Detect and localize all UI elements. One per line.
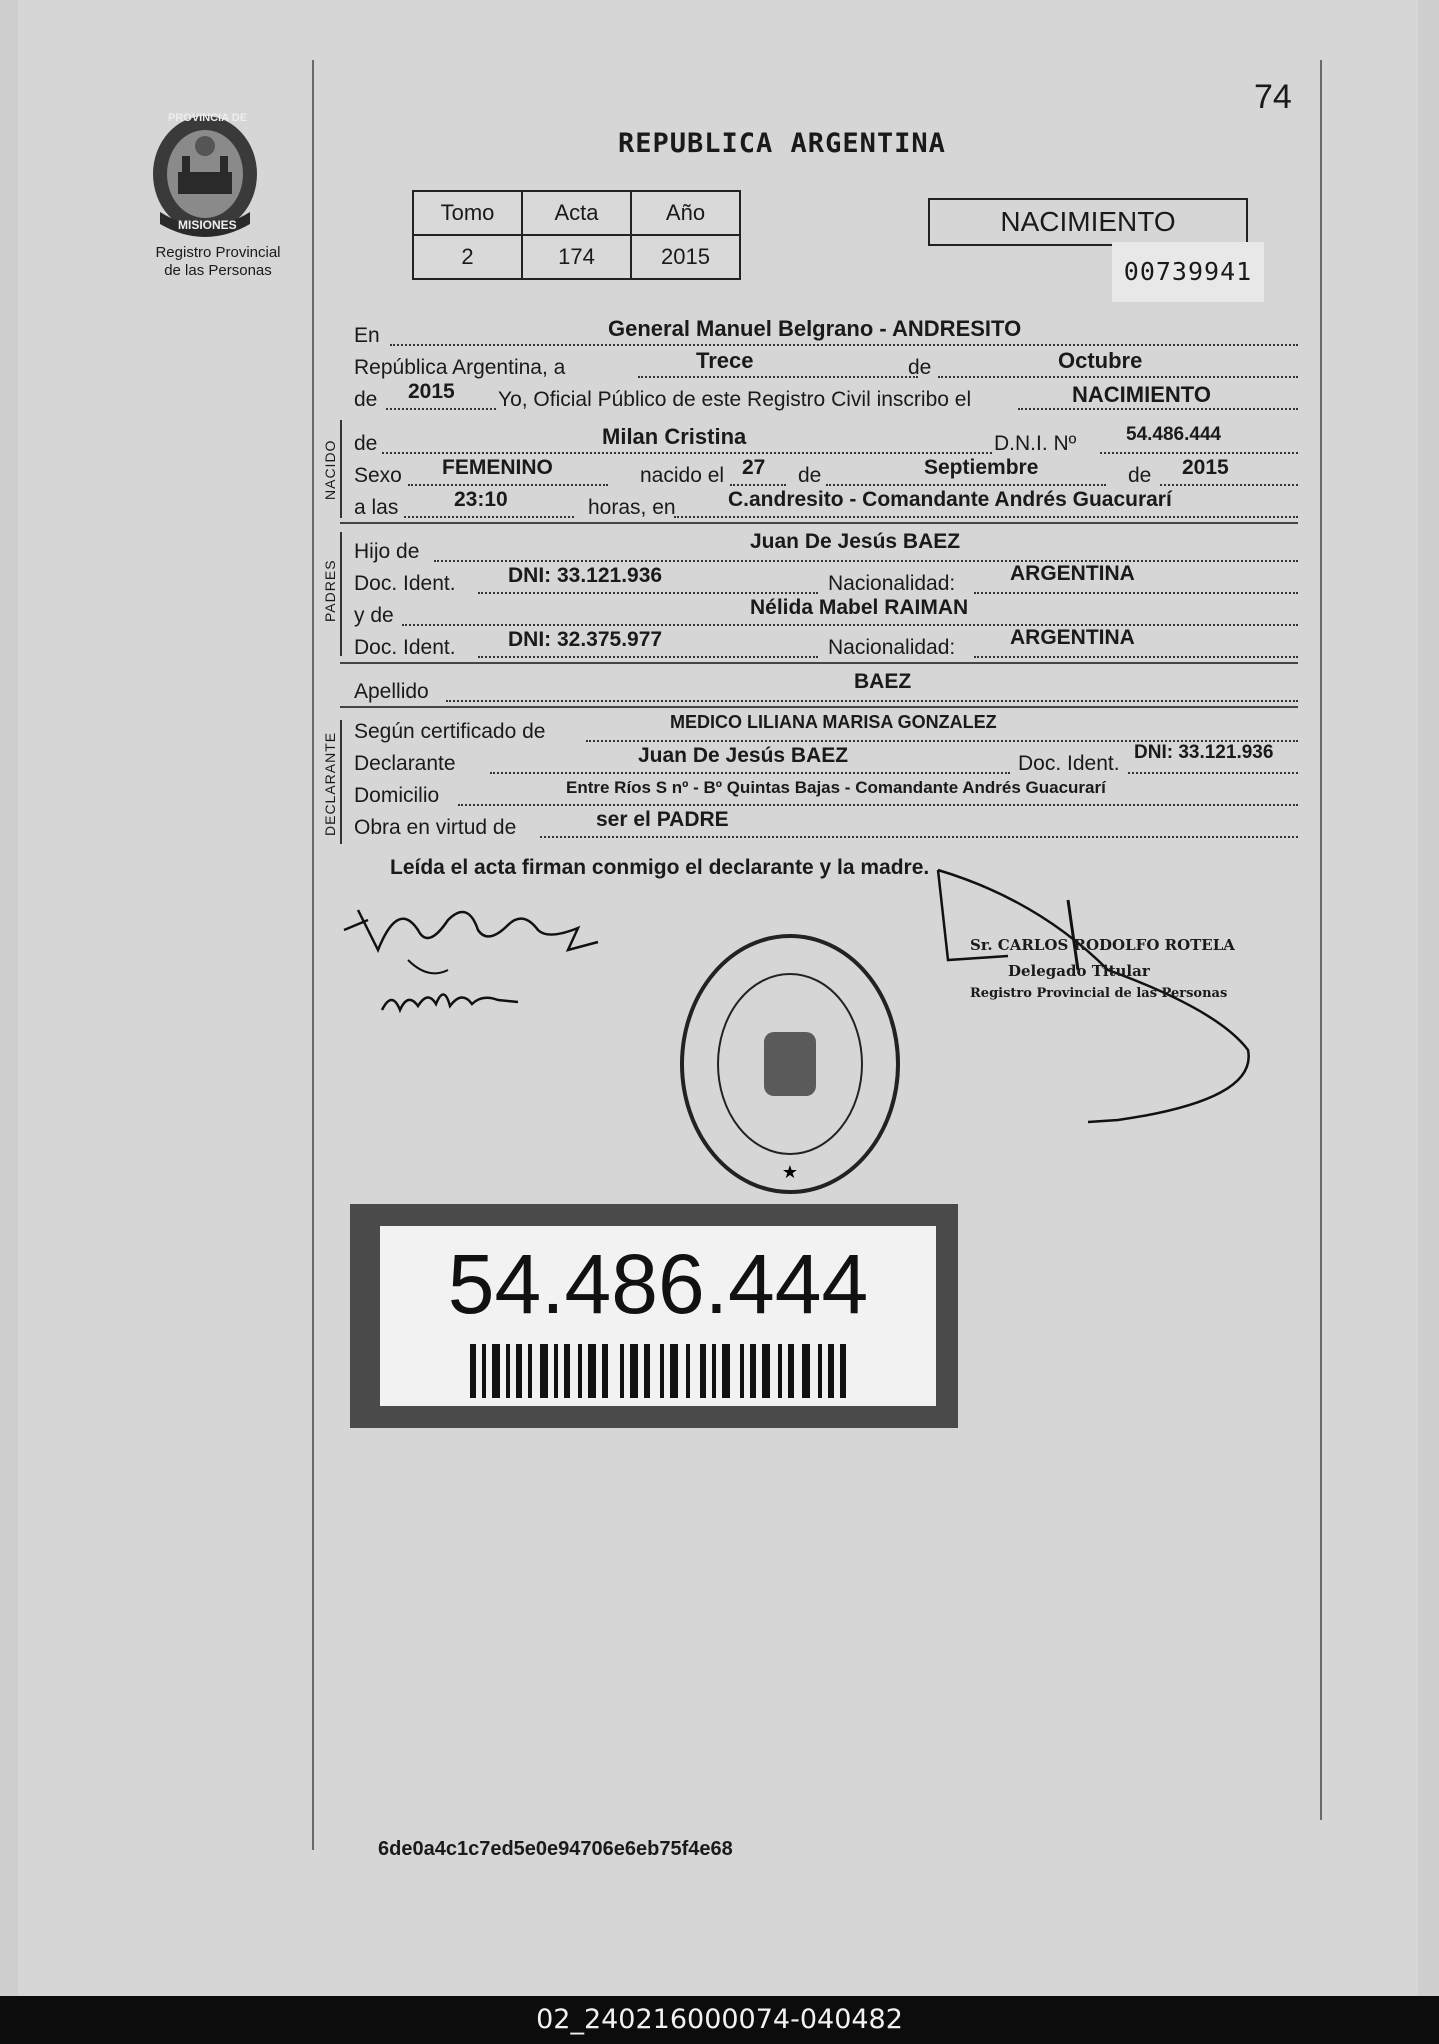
act-type-box: NACIMIENTO [928, 198, 1248, 246]
svg-text:★: ★ [781, 1162, 799, 1183]
document-sheet [18, 0, 1418, 2000]
birth-day: 27 [742, 456, 766, 479]
left-margin-rule [312, 60, 314, 1850]
apellido-value: BAEZ [854, 670, 912, 693]
month-value: Octubre [1058, 348, 1143, 373]
label-de-3: de [1128, 464, 1152, 487]
child-dni: 54.486.444 [1126, 424, 1222, 445]
padres-separator [340, 662, 1298, 664]
nacido-section-label: NACIDO [322, 439, 338, 500]
scan-footer-id: 02_240216000074-040482 [0, 1996, 1439, 2044]
label-nacido-de: de [354, 432, 378, 455]
label-apellido: Apellido [354, 680, 429, 703]
page-number: 74 [1254, 78, 1292, 116]
declarante-name: Juan De Jesús BAEZ [638, 744, 849, 767]
logo-caption-line-2: de las Personas [164, 262, 272, 279]
place-value: General Manuel Belgrano - ANDRESITO [608, 316, 1022, 341]
day-line [638, 376, 918, 378]
year-line [386, 408, 496, 410]
father-nationality: ARGENTINA [1010, 562, 1135, 585]
label-de-2: de [798, 464, 822, 487]
label-y-de: y de [354, 604, 394, 627]
document-hash: 6de0a4c1c7ed5e0e94706e6eb75f4e68 [378, 1838, 733, 1860]
label-sexo: Sexo [354, 464, 402, 487]
cert-value: MEDICO LILIANA MARISA GONZALEZ [670, 712, 997, 732]
reading-statement: Leída el acta firman conmigo el declarante y la madre. [390, 856, 930, 879]
barcode-bars [470, 1344, 846, 1398]
apellido-line [446, 700, 1298, 702]
official-office: Registro Provincial de las Personas [970, 986, 1228, 1001]
mother-name: Nélida Mabel RAIMAN [750, 596, 969, 619]
seal-inner-text [758, 1040, 890, 1051]
act-type-value: NACIMIENTO [1072, 382, 1211, 407]
nacido-bracket [340, 420, 342, 518]
official-title: Delegado Titular [1008, 962, 1150, 980]
label-yo: Yo, Oficial Público de este Registro Civil inscribo el [498, 388, 972, 411]
delegation-seal [674, 928, 906, 1200]
year-value: 2015 [408, 380, 455, 403]
mother-line [402, 624, 1298, 626]
mother-signature [378, 970, 528, 1030]
birth-place-line [674, 516, 1298, 518]
mother-doc: DNI: 32.375.977 [508, 628, 663, 651]
dni-barcode-sticker [350, 1204, 958, 1428]
document-title: REPUBLICA ARGENTINA [618, 128, 946, 159]
domicilio-line [458, 804, 1298, 806]
father-line [434, 560, 1298, 562]
label-en: En [354, 324, 380, 347]
apellido-separator [340, 706, 1298, 708]
obra-value: ser el PADRE [596, 808, 729, 831]
barcode-label [380, 1226, 936, 1406]
logo-arc-text: PROVINCIA DE [168, 112, 248, 124]
obra-line [540, 836, 1298, 838]
tomo-value: 2 [413, 235, 522, 279]
mother-nationality: ARGENTINA [1010, 626, 1135, 649]
declarante-doc-line [1128, 772, 1298, 774]
father-name: Juan De Jesús BAEZ [750, 530, 961, 553]
label-de-year: de [354, 388, 378, 411]
dni-line [1100, 452, 1298, 454]
hour-line [404, 516, 574, 518]
nacido-separator [340, 522, 1298, 524]
right-margin-rule [1320, 60, 1322, 1820]
declarante-bracket [340, 720, 342, 844]
anio-value: 2015 [631, 235, 740, 279]
birth-place: C.andresito - Comandante Andrés Guacurarí [728, 488, 1172, 511]
declarante-section-label: DECLARANTE [322, 731, 338, 836]
day-value: Trece [696, 348, 754, 373]
birth-hour: 23:10 [454, 488, 508, 511]
label-de-month: de [908, 356, 932, 379]
declarante-doc: DNI: 33.121.936 [1134, 742, 1274, 763]
label-nacido-el: nacido el [640, 464, 725, 487]
mother-nat-line [974, 656, 1298, 658]
domicilio-value: Entre Ríos S nº - Bº Quintas Bajas - Comandante Andrés Guacurarí [566, 778, 1106, 797]
label-republica: República Argentina, a [354, 356, 566, 379]
logo-banner-text: MISIONES [178, 218, 237, 232]
registry-value-row [413, 235, 740, 279]
birth-year-line [1160, 484, 1298, 486]
label-father-doc: Doc. Ident. [354, 572, 456, 595]
label-dni: D.N.I. Nº [994, 432, 1077, 455]
label-a-las: a las [354, 496, 399, 519]
acta-header: Acta [522, 191, 631, 235]
anio-header: Año [631, 191, 740, 235]
child-name: Milan Cristina [602, 424, 747, 449]
month-line [938, 376, 1298, 378]
act-type-line [1018, 408, 1298, 410]
birth-year: 2015 [1182, 456, 1229, 479]
tomo-header: Tomo [413, 191, 522, 235]
label-mother-nat: Nacionalidad: [828, 636, 956, 659]
father-doc: DNI: 33.121.936 [508, 564, 663, 587]
official-name: Sr. CARLOS RODOLFO ROTELA [970, 936, 1235, 954]
acta-value: 174 [522, 235, 631, 279]
father-nat-line [974, 592, 1298, 594]
place-line [390, 344, 1298, 346]
label-declarante-doc: Doc. Ident. [1018, 752, 1120, 775]
logo-caption [138, 244, 298, 280]
sexo-line [408, 484, 608, 486]
label-domicilio: Domicilio [354, 784, 440, 807]
logo-caption-line-1: Registro Provincial [155, 244, 281, 261]
father-doc-line [478, 592, 818, 594]
birth-month: Septiembre [924, 456, 1039, 479]
name-line [382, 452, 992, 454]
barcode-number: 54.486.444 [447, 1237, 869, 1331]
registry-table [412, 190, 741, 280]
label-certificado: Según certificado de [354, 720, 546, 743]
mother-doc-line [478, 656, 818, 658]
label-obra: Obra en virtud de [354, 816, 517, 839]
padres-bracket [340, 532, 342, 656]
label-mother-doc: Doc. Ident. [354, 636, 456, 659]
label-hijo-de: Hijo de [354, 540, 420, 563]
label-father-nat: Nacionalidad: [828, 572, 956, 595]
label-declarante: Declarante [354, 752, 456, 775]
birth-month-line [826, 484, 1106, 486]
label-horas: horas, en [588, 496, 676, 519]
padres-section-label: PADRES [322, 559, 338, 622]
birth-day-line [730, 484, 786, 486]
serial-number: 00739941 [1112, 242, 1264, 302]
registry-header-row [413, 191, 740, 235]
declarante-line [490, 772, 1010, 774]
sexo-value: FEMENINO [442, 456, 553, 479]
